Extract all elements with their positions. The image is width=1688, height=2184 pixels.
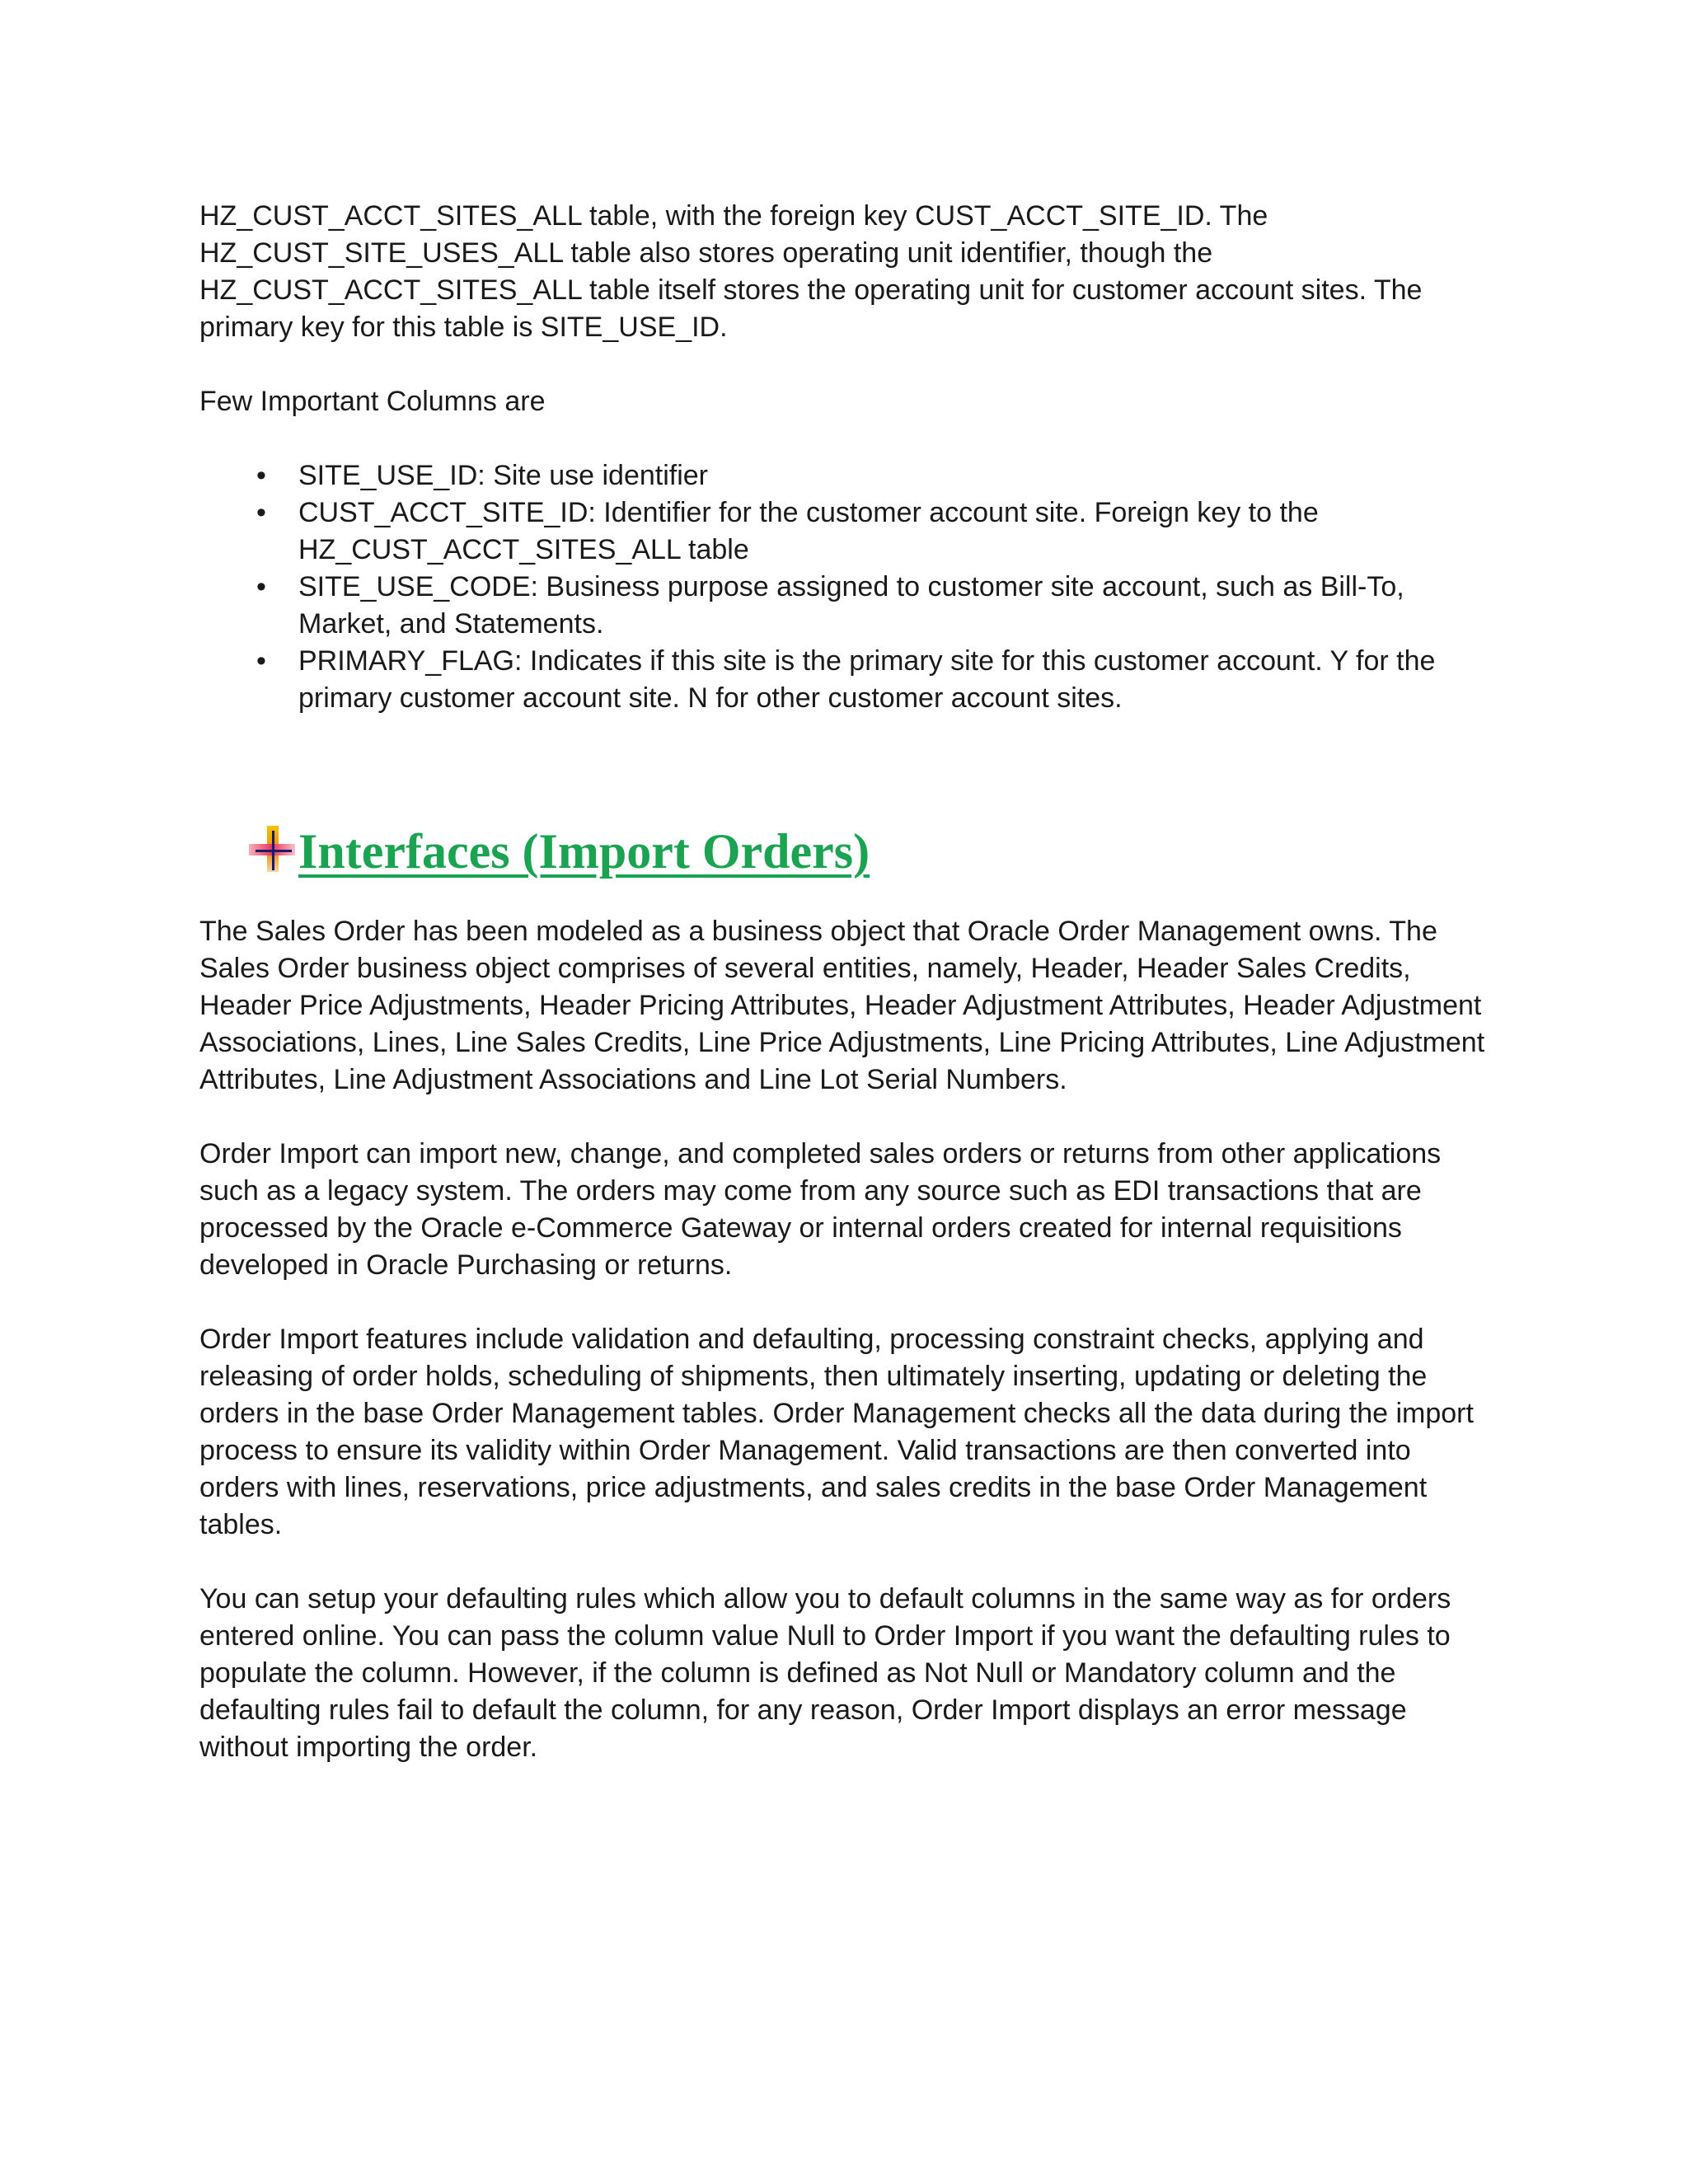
bullet-icon: • [256,460,266,491]
document-page [199,198,1485,1766]
section-heading [249,823,1485,880]
list-item [199,494,1485,569]
bullet-icon: • [256,645,266,677]
list-item-text: SITE_USE_CODE: Business purpose assigned to customer site account, such as Bill-To, Market, and Statements. [298,571,1404,640]
list-item [199,643,1485,717]
columns-label: Few Important Columns are [199,386,546,417]
section-paragraph: Order Import can import new, change, and completed sales orders or returns from other applications such as a legacy system. The orders may come from any source such as EDI transactions that are processed by the Oracle e-Commerce Gateway or internal orders created for internal requisitions developed in Oracle Purchasing or returns. [199,1138,1442,1281]
list-item [199,569,1485,643]
section-paragraph: The Sales Order has been modeled as a business object that Oracle Order Management owns. The Sales Order business object comprises of several entities, namely, Header, Header Sales Credits, Header Price Adjustments, Header Pricing Attributes, Header Adjustment Attributes, Header Adjustment Associations, Lines, Line Sales Credits, Line Price Adjustments, Line Pricing Attributes, Line Adjustment Attributes, Line Adjustment Associations and Line Lot Serial Numbers. [199,916,1485,1095]
section-title: Interfaces (Import Orders) [298,824,870,879]
section-paragraph: Order Import features include validation and defaulting, processing constraint checks, applying and releasing of order holds, scheduling of shipments, then ultimately inserting, updating or deleting the orders in the base Order Management tables. Order Management checks all the data during the import process to ensure its validity within Order Management. Valid transactions are then converted into orders with lines, reservations, price adjustments, and sales credits in the base Order Management tables. [199,1324,1474,1540]
list-item-text: CUST_ACCT_SITE_ID: Identifier for the customer account site. Foreign key to the HZ_CUST_ACCT_SITES_ALL table [298,497,1319,565]
list-item-text: SITE_USE_ID: Site use identifier [298,460,709,491]
list-item [199,457,1485,494]
bullet-icon: • [256,497,266,528]
intro-paragraph: HZ_CUST_ACCT_SITES_ALL table, with the foreign key CUST_ACCT_SITE_ID. The HZ_CUST_SITE_USES_ALL table also stores operating unit identifier, though the HZ_CUST_ACCT_SITES_ALL table itself stores the operating unit for customer account sites. The primary key for this table is SITE_USE_ID. [199,200,1423,343]
section-paragraph: You can setup your defaulting rules which allow you to default columns in the same way as for orders entered online. You can pass the column value Null to Order Import if you want the defaulting rules to populate the column. However, if the column is defined as Not Null or Mandatory column and the defaulting rules fail to default the column, for any reason, Order Import displays an error message without importing the order. [199,1583,1451,1763]
bullet-icon: • [256,571,266,602]
list-item-text: PRIMARY_FLAG: Indicates if this site is the primary site for this customer account. Y for the primary customer account site. N for other customer account sites. [298,645,1436,714]
plus-cross-icon [249,826,297,874]
columns-list [199,457,1485,717]
